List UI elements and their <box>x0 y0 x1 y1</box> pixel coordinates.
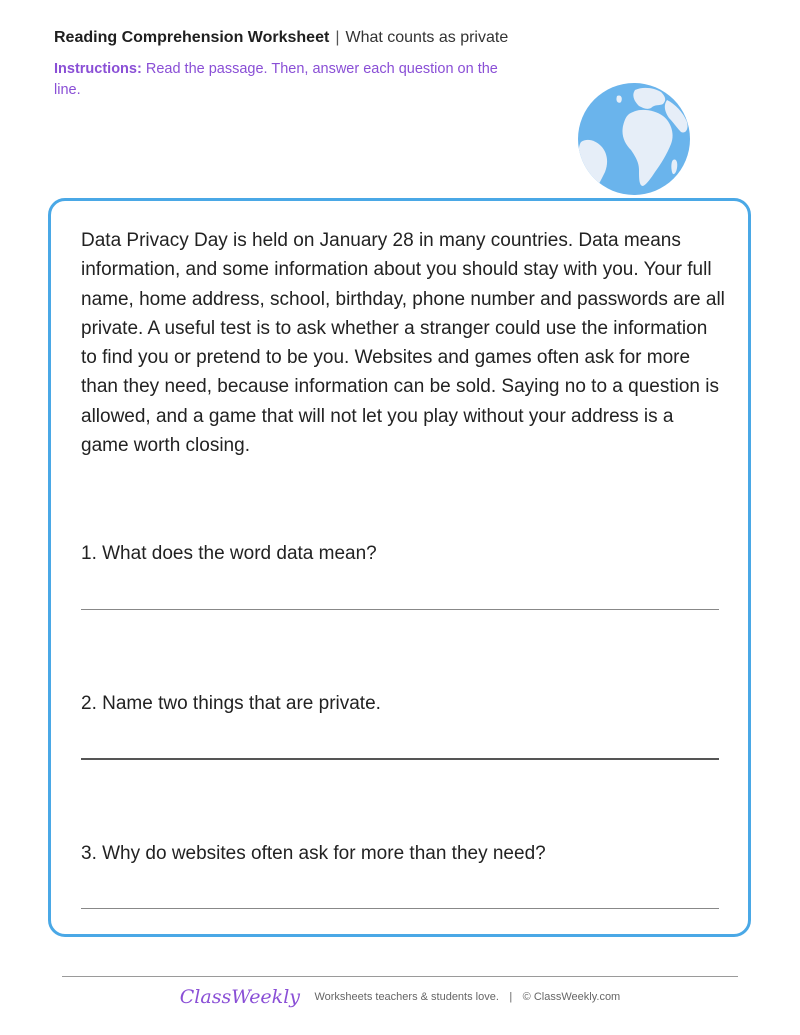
answer-line-2[interactable] <box>81 758 719 760</box>
instructions-label: Instructions: <box>54 61 142 77</box>
question-2: 2. Name two things that are private. <box>81 693 381 714</box>
footer-tagline: Worksheets teachers & students love. <box>314 991 499 1003</box>
question-3: 3. Why do websites often ask for more than they need? <box>81 843 546 864</box>
answer-line-1[interactable] <box>81 609 719 610</box>
footer-separator: | <box>509 991 513 1003</box>
footer-divider <box>62 976 738 977</box>
footer-copyright: © ClassWeekly.com <box>522 991 621 1003</box>
worksheet-subtitle: What counts as private <box>345 29 509 46</box>
worksheet-header <box>54 28 574 48</box>
header-separator: | <box>335 29 340 46</box>
question-1: 1. What does the word data mean? <box>81 543 377 564</box>
answer-line-3[interactable] <box>81 908 719 909</box>
passage-text: Data Privacy Day is held on January 28 in many countries. Data means information, and some information about you should stay with you. Your full name, home address, school, birthday, phone number and passwords are all private. A useful test is to ask whether a stranger could use the information to find you or pretend to be you. Websites and games often ask for more than they need, because information can be sold. Saying no to a question is allowed, and a game that will not let you play without your address is a game worth closing. <box>81 230 725 457</box>
worksheet-title: Reading Comprehension Worksheet <box>54 29 330 46</box>
page-footer <box>0 986 800 1016</box>
instructions <box>54 59 504 101</box>
brand-logo: ClassWeekly <box>179 986 300 1008</box>
instructions-text: Read the passage. Then, answer each question on the line. <box>54 61 498 98</box>
globe-icon <box>577 82 691 196</box>
